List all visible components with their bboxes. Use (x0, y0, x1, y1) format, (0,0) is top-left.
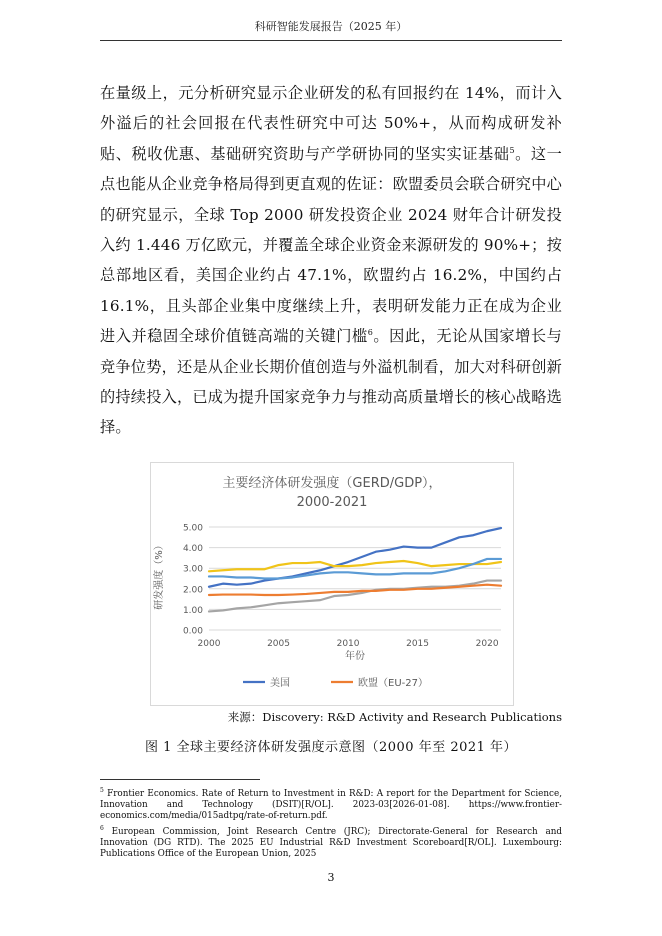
y-tick-label: 2.00 (182, 585, 203, 596)
x-tick-label: 2015 (406, 639, 430, 649)
series-line-4 (209, 581, 501, 612)
footnote-text: Frontier Economics. Rate of Return to Investment in R&D: A report for the Department for Science, Innovation and Technology (DSIT)[R/OL]. 2023-03[2026-01-08]. https://www.frontier-economics.com/media/015adtpq/rate-of-return.pdf. (100, 788, 562, 822)
legend-label: 欧盟（EU-27） (358, 678, 428, 689)
footnote-ref-5[interactable]: 5 (509, 145, 515, 155)
x-axis-ticks (198, 639, 499, 649)
y-tick-label: 0.00 (182, 626, 203, 637)
footnote-5 (100, 785, 562, 823)
page-number: 3 (327, 871, 335, 884)
footnote-mark: 6 (100, 824, 104, 832)
y-tick-label: 4.00 (182, 544, 203, 555)
running-header: 科研智能发展报告（2025 年） (254, 20, 408, 33)
chart-series (209, 528, 501, 611)
y-tick-label: 1.00 (182, 605, 203, 616)
chart-title-line1: 主要经济体研发强度（GERD/GDP）， (222, 476, 442, 491)
rd-intensity-chart (150, 462, 514, 706)
paragraph-text: 。因此，无论从国家增长与竞争位势，还是从企业长期价值创造与外溢机制看，加大对科研创新的持续投入，已成为提升国家竞争力与推动高质量增长的核心战略选择。 (100, 327, 562, 437)
footnote-rule (100, 779, 260, 780)
chart-title-line2: 2000-2021 (296, 495, 368, 510)
footnote-ref-6[interactable]: 6 (367, 328, 374, 338)
header-rule (100, 40, 562, 41)
x-axis-label: 年份 (345, 651, 365, 662)
footnote-text: European Commission, Joint Research Centre (JRC); Directorate-General for Research and Innovation (DG RTD). The 2025 EU Industrial R&D Investment Scoreboard[R/OL]. Luxembourg: Publications Office of the European Union, 2025 (100, 826, 562, 859)
footnotes (100, 785, 562, 860)
y-tick-label: 5.00 (182, 523, 203, 534)
y-axis-ticks (183, 524, 203, 637)
figure-caption: 图 1 全球主要经济体研发强度示意图（2000 年至 2021 年） (144, 740, 518, 755)
body-text (100, 78, 562, 443)
figure-source: 来源：Discovery: R&D Activity and Research Publications (227, 710, 562, 724)
paragraph-text: 。这一点也能从企业竞争格局得到更直观的佐证：欧盟委员会联合研究中心的研究显示，全球 Top 2000 研发投资企业 2024 财年合计研发投入约 1.446 万亿欧元，并覆盖全球企业资金来源研发的 90%+；按总部地区看，美国企业约占 47.1%，欧盟约占 16.2%，中国约占 16.1%，且头部企业集中度继续上升，表明研发能力正在成为企业进入并稳固全球价值链高端的关键门槛 (100, 144, 562, 346)
x-tick-label: 2005 (267, 639, 290, 649)
x-tick-label: 2000 (197, 639, 221, 649)
y-axis-label: 研发强度（%） (154, 540, 165, 610)
footnote-mark: 5 (100, 787, 104, 794)
x-tick-label: 2020 (475, 639, 499, 649)
footnote-6 (100, 823, 562, 861)
chart-svg (151, 463, 513, 705)
paragraph-text: 在量级上，元分析研究显示企业研发的私有回报约在 14%，而计入外溢后的社会回报在代表性研究中可达 50%+，从而构成研发补贴、税收优惠、基础研究资助与产学研协同的坚实实证基础 (100, 84, 562, 163)
y-tick-label: 3.00 (182, 564, 203, 575)
legend-label: 美国 (270, 678, 290, 689)
chart-legend (243, 676, 428, 689)
body-paragraph (100, 78, 562, 443)
x-tick-label: 2010 (336, 639, 360, 649)
